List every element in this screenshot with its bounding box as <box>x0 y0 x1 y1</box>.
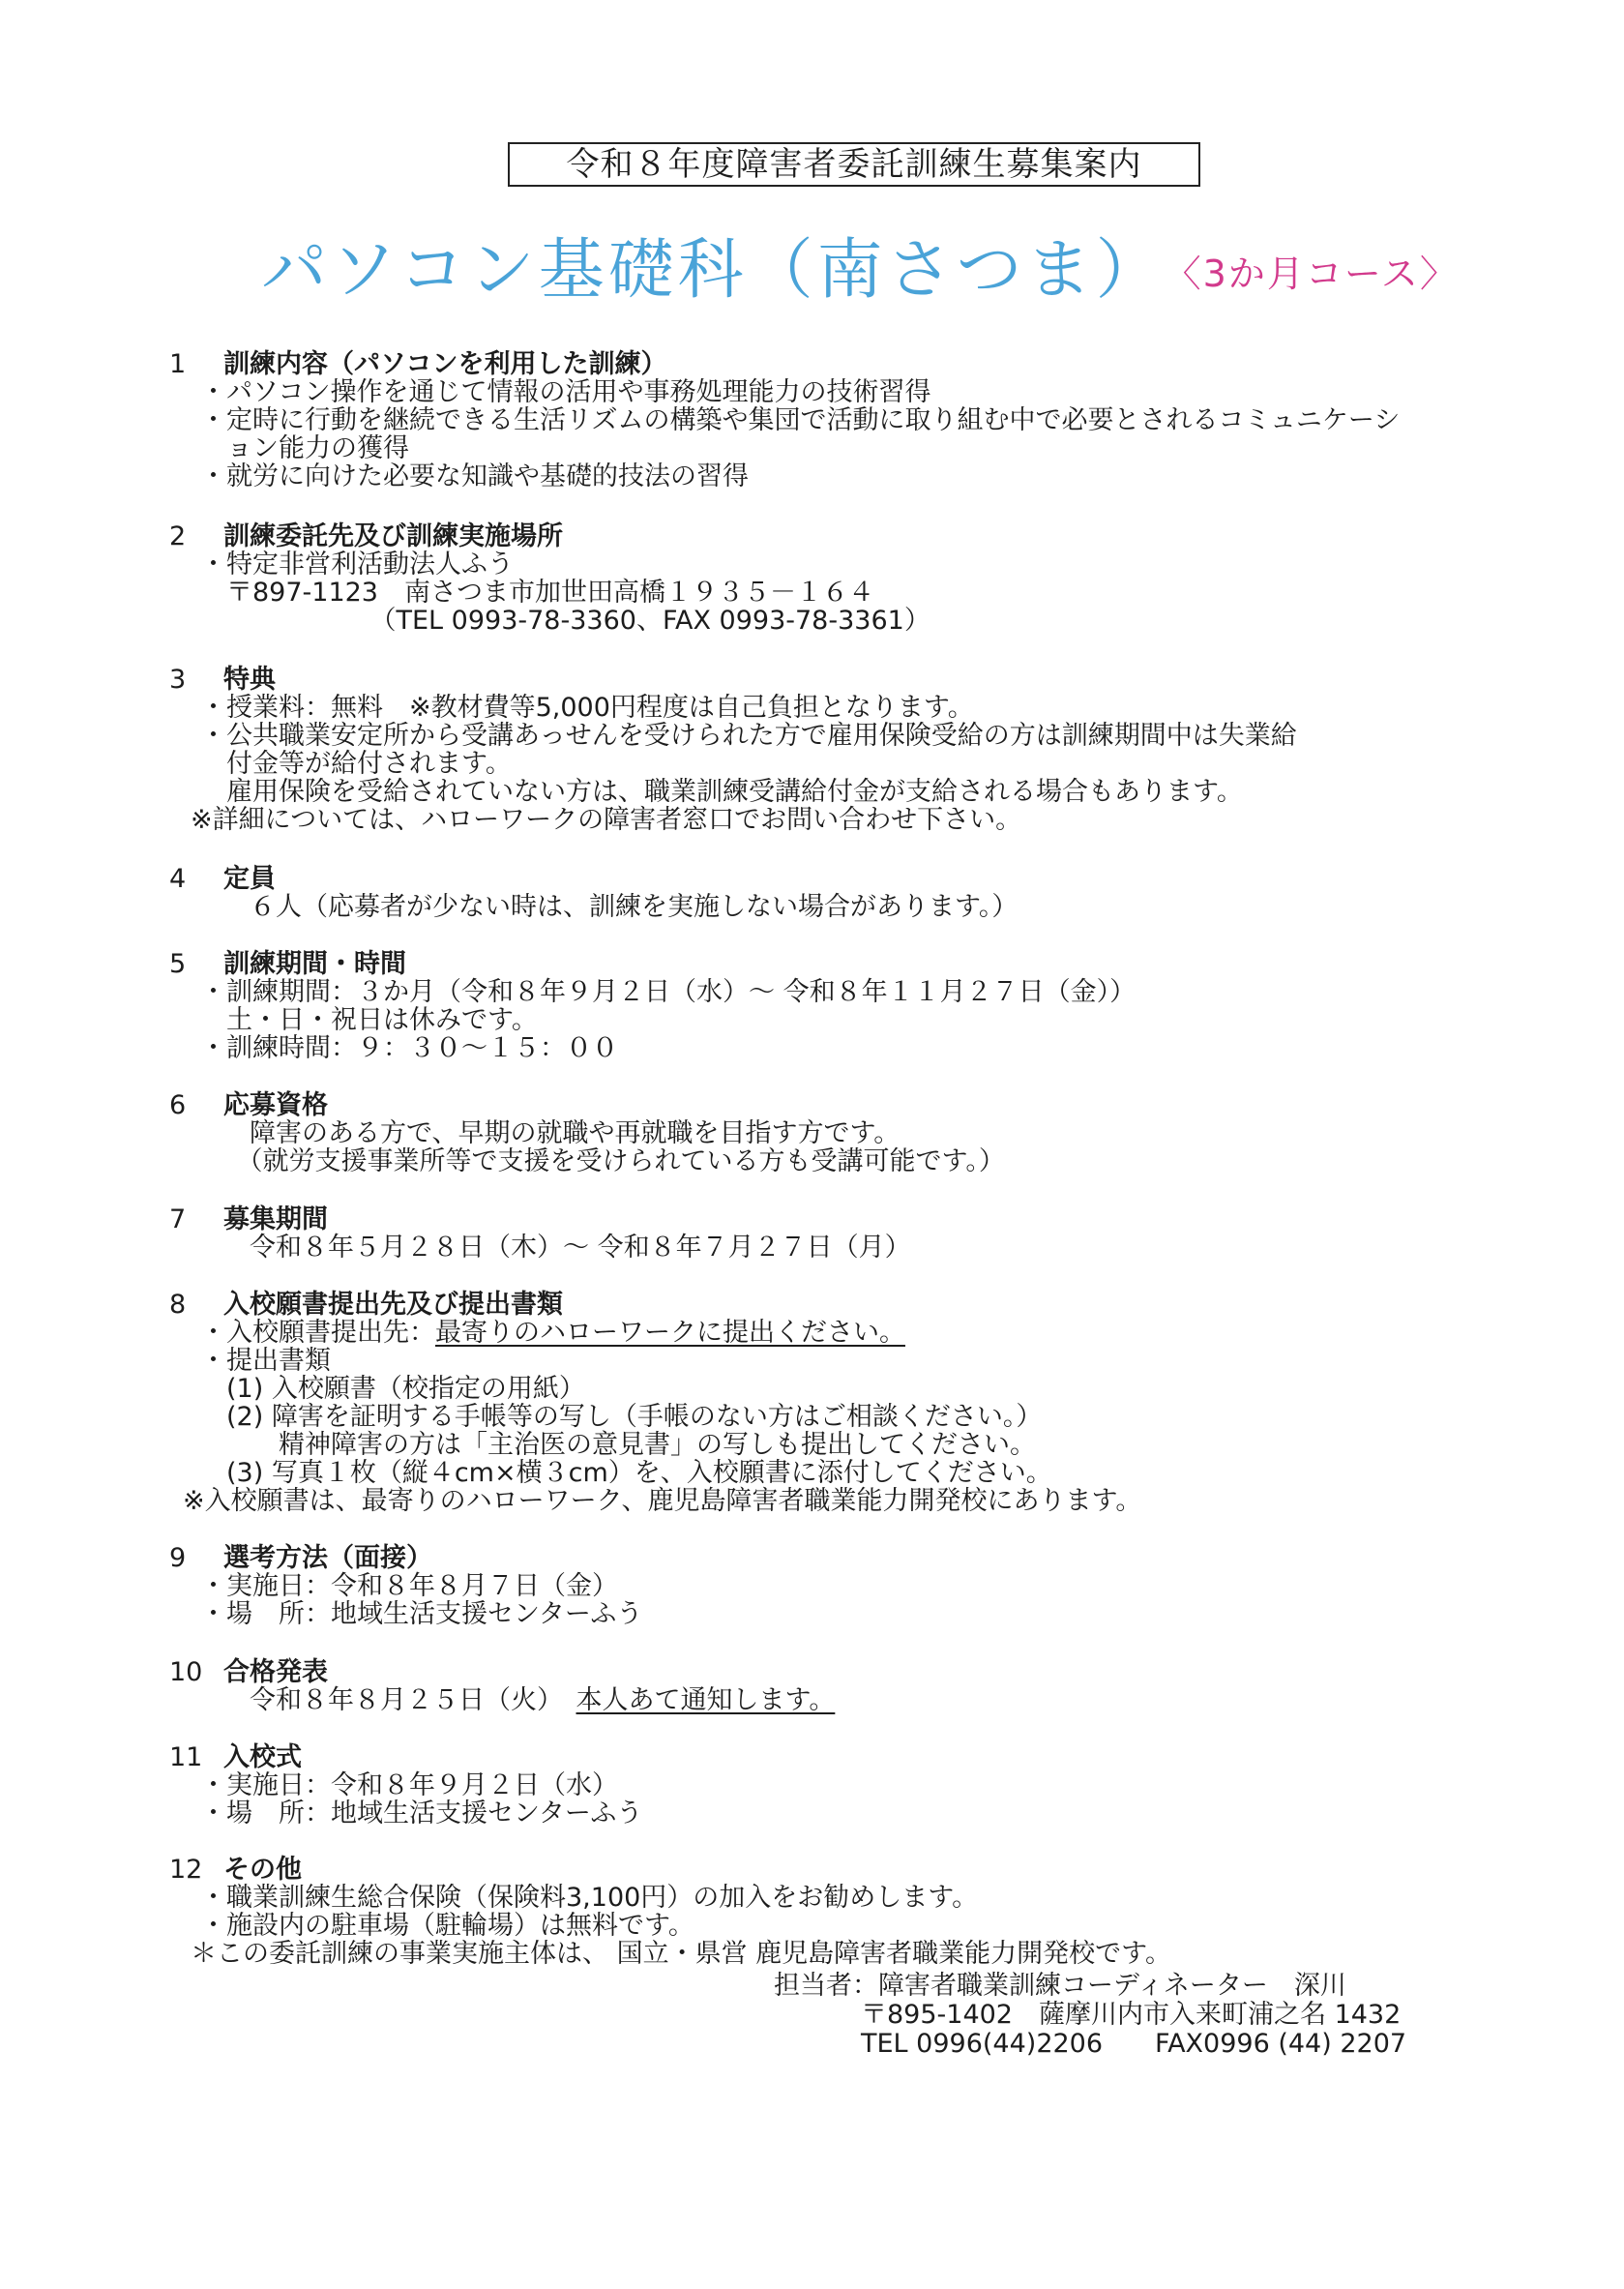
notice-header-box: 令和８年度障害者委託訓練生募集案内 <box>508 142 1200 187</box>
section-line: （TEL 0993-78-3360、FAX 0993-78-3361） <box>200 606 930 636</box>
section-line: ・入校願書提出先：最寄りのハローワークに提出ください。 <box>200 1318 905 1348</box>
section-line: ・場 所：地域生活支援センターふう <box>200 1798 643 1828</box>
section-line: ・授業料：無料 ※教材費等5,000円程度は自己負担となります。 <box>200 693 974 723</box>
section-line: ・訓練期間：３か月（令和８年９月２日（水）～ 令和８年１１月２７日（金）） <box>200 977 1137 1007</box>
notice-underlined: 本人あて通知します。 <box>576 1685 836 1715</box>
section-training-location: 2 訓練委託先及び訓練実施場所 ・特定非営利活動法人ふう 〒897-1123 南さつま市加世田高橋１９３５－１６４ （TEL 0993-78-3360、FAX 0993-78-3361） <box>169 521 930 636</box>
section-line: 精神障害の方は「主治医の意見書」の写しも提出してください。 <box>200 1430 1036 1460</box>
section-line: ・実施日：令和８年９月２日（水） <box>200 1770 618 1800</box>
section-note: ※詳細については、ハローワークの障害者窓口でお問い合わせ下さい。 <box>191 805 1022 835</box>
section-line: ・職業訓練生総合保険（保険料3,100円）の加入をお勧めします。 <box>200 1883 979 1913</box>
section-training-content: 1 訓練内容（パソコンを利用した訓練） ・パソコン操作を通じて情報の活用や事務処理能力の技術習得 ・定時に行動を継続できる生活リズムの構築や集団で活動に取り組む中で必要とされるコミュニケーシ ョン能力の獲得 ・就労に向けた必要な知識や基礎的技法の習得 <box>169 349 1401 491</box>
section-line: 障害のある方で、早期の就職や再就職を目指す方です。 <box>223 1118 901 1148</box>
contact-person: 担当者：障害者職業訓練コーディネーター 深川 <box>774 1971 1346 2001</box>
contact-block <box>774 1972 1406 2059</box>
course-title <box>261 230 1459 314</box>
section-line: ６人（応募者が少ない時は、訓練を実施しない場合があります。） <box>223 892 1019 922</box>
section-line: 令和８年５月２８日（木）～ 令和８年７月２７日（月） <box>223 1233 911 1263</box>
course-length-label: 〈3か月コース〉 <box>1182 253 1459 295</box>
section-line: ・パソコン操作を通じて情報の活用や事務処理能力の技術習得 <box>200 377 931 407</box>
section-benefits: 3 特典 ・授業料：無料 ※教材費等5,000円程度は自己負担となります。 ・公共職業安定所から受講あっせんを受けられた方で雇用保険受給の方は訓練期間中は失業給 付金等が給付されます。 雇用保険を受給されていない方は、職業訓練受講給付金が支給される場合もあります。 ※詳細については、ハローワークの障害者窓口でお問い合わせ下さい。 <box>169 665 1297 835</box>
section-line: (2) 障害を証明する手帳等の写し（手帳のない方はご相談ください。） <box>200 1402 1043 1432</box>
section-line: ョン能力の獲得 <box>200 433 409 463</box>
section-recruitment-period: 7 募集期間 令和８年５月２８日（木）～ 令和８年７月２７日（月） <box>169 1204 911 1263</box>
section-line: （就労支援事業所等で支援を受けられている方も受講可能です。） <box>223 1146 1005 1176</box>
section-entrance-ceremony: 11 入校式 ・実施日：令和８年９月２日（水） ・場 所：地域生活支援センターふう <box>169 1742 643 1828</box>
section-application-documents: 8 入校願書提出先及び提出書類 ・入校願書提出先：最寄りのハローワークに提出ください。 ・提出書類 (1) 入校願書（校指定の用紙） (2) 障害を証明する手帳等の写し（手帳のない方はご相談ください。） 精神障害の方は「主治医の意見書」の写しも提出してください。 (3) 写真１枚（縦４cm×横３cm）を、入校願書に添付してください。 ※入校願書は、最寄りのハローワーク、鹿児島障害者職業能力開発校にあります。 <box>169 1290 1142 1516</box>
section-note: ＊この委託訓練の事業実施主体は、 国立・県営 鹿児島障害者職業能力開発校です。 <box>191 1939 1172 1969</box>
section-heading: 訓練委託先及び訓練実施場所 <box>223 521 563 551</box>
section-heading: 訓練内容（パソコンを利用した訓練） <box>223 349 667 379</box>
contact-address: 〒895-1402 薩摩川内市入来町浦之名 1432 <box>861 2000 1402 2030</box>
section-line: 付金等が給付されます。 <box>200 749 512 779</box>
section-heading: 特典 <box>223 665 276 695</box>
section-line: ・特定非営利活動法人ふう <box>200 550 514 580</box>
section-capacity: 4 定員 ６人（応募者が少ない時は、訓練を実施しない場合があります。） <box>169 864 1019 922</box>
section-other: 12 その他 ・職業訓練生総合保険（保険料3,100円）の加入をお勧めします。 ・施設内の駐車場（駐輪場）は無料です。 ＊この委託訓練の事業実施主体は、 国立・県営 鹿児島障害者職業能力開発校です。 <box>169 1855 1172 1969</box>
section-line: ・就労に向けた必要な知識や基礎的技法の習得 <box>200 461 749 491</box>
contact-phone-fax: TEL 0996(44)2206 FAX0996 (44) 2207 <box>861 2029 1407 2059</box>
section-heading: 選考方法（面接） <box>223 1543 432 1573</box>
section-heading: 定員 <box>223 864 276 894</box>
section-eligibility: 6 応募資格 障害のある方で、早期の就職や再就職を目指す方です。 （就労支援事業所等で支援を受けられている方も受講可能です。） <box>169 1090 1005 1176</box>
section-line: 土・日・祝日は休みです。 <box>200 1005 538 1035</box>
section-period-hours: 5 訓練期間・時間 ・訓練期間：３か月（令和８年９月２日（水）～ 令和８年１１月２７日（金）） 土・日・祝日は休みです。 ・訓練時間：９：３０～１５：００ <box>169 949 1137 1063</box>
section-line: ・公共職業安定所から受講あっせんを受けられた方で雇用保険受給の方は訓練期間中は失業給 <box>200 721 1297 751</box>
section-note: ※入校願書は、最寄りのハローワーク、鹿児島障害者職業能力開発校にあります。 <box>183 1486 1142 1516</box>
section-heading: 訓練期間・時間 <box>223 949 406 979</box>
section-line: (3) 写真１枚（縦４cm×横３cm）を、入校願書に添付してください。 <box>200 1458 1052 1488</box>
section-line: 令和８年８月２５日（火） 本人あて通知します。 <box>223 1685 836 1715</box>
section-heading: 入校願書提出先及び提出書類 <box>223 1290 563 1320</box>
section-line: (1) 入校願書（校指定の用紙） <box>200 1374 585 1404</box>
section-line: 雇用保険を受給されていない方は、職業訓練受講給付金が支給される場合もあります。 <box>200 777 1243 807</box>
course-title-text: パソコン基礎科（南さつま） <box>261 232 1166 309</box>
section-line: ・場 所：地域生活支援センターふう <box>200 1599 643 1629</box>
section-heading: 応募資格 <box>223 1090 328 1120</box>
section-line: ・定時に行動を継続できる生活リズムの構築や集団で活動に取り組む中で必要とされるコミュニケーシ <box>200 405 1401 435</box>
section-heading: 募集期間 <box>223 1204 328 1234</box>
section-heading: 入校式 <box>223 1742 302 1772</box>
section-selection-method: 9 選考方法（面接） ・実施日：令和８年８月７日（金） ・場 所：地域生活支援センターふう <box>169 1543 643 1629</box>
submit-place-underlined: 最寄りのハローワークに提出ください。 <box>435 1318 905 1348</box>
section-line: 〒897-1123 南さつま市加世田高橋１９３５－１６４ <box>200 578 874 608</box>
section-heading: その他 <box>223 1855 302 1885</box>
section-line: ・実施日：令和８年８月７日（金） <box>200 1571 618 1601</box>
section-heading: 合格発表 <box>223 1657 328 1687</box>
section-line: ・施設内の駐車場（駐輪場）は無料です。 <box>200 1911 694 1941</box>
section-results-announcement: 10 合格発表 令和８年８月２５日（火） 本人あて通知します。 <box>169 1657 836 1715</box>
section-line: ・訓練時間：９：３０～１５：００ <box>200 1033 618 1063</box>
section-line: ・提出書類 <box>200 1346 331 1376</box>
